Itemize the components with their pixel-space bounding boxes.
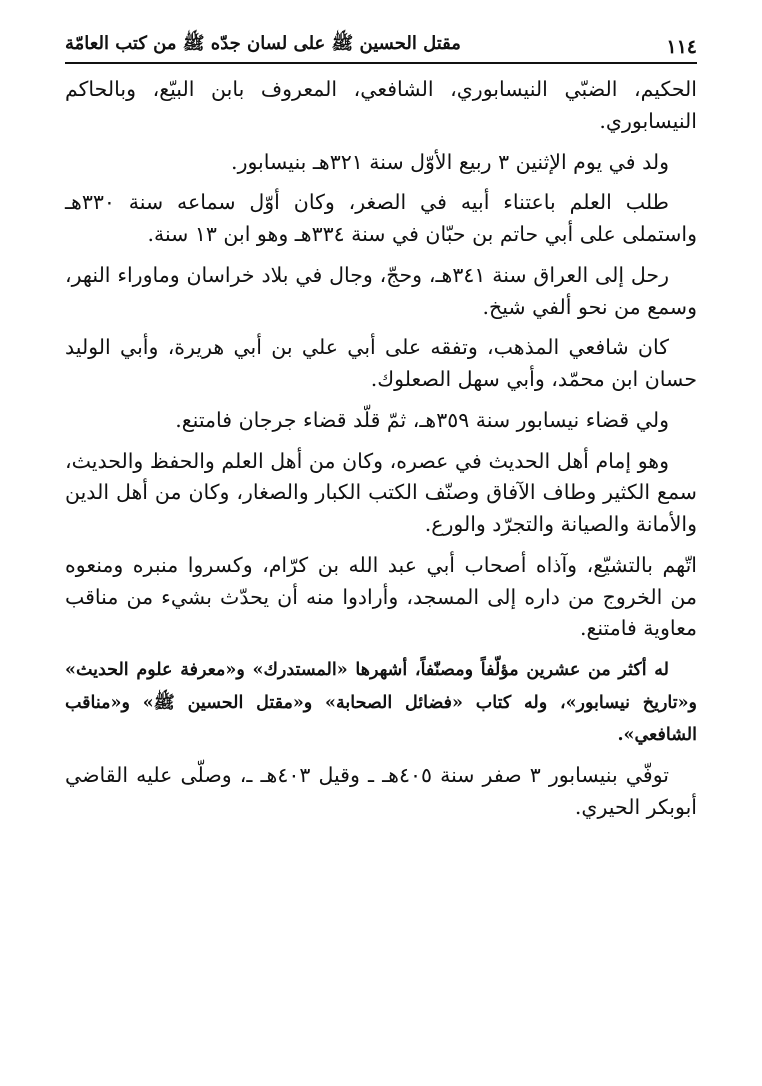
paragraph-name-continuation: الحكيم، الضبّي النيسابوري، الشافعي، المعروف بابن البيّع، وبالحاكم النيسابوري.: [65, 77, 697, 133]
paragraph-education: طلب العلم باعتناء أبيه في الصغر، وكان أوّل سماعه سنة ٣٣٠هـ واستملى على أبي حاتم بن حبّان في سنة ٣٣٤هـ وهو ابن ١٣ سنة.: [65, 190, 697, 247]
paragraph-birth: ولد في يوم الإثنين ٣ ربيع الأوّل سنة ٣٢١هـ بنيسابور.: [231, 149, 669, 174]
paragraph-status: وهو إمام أهل الحديث في عصره، وكان من أهل العلم والحفظ والحديث، سمع الكثير وطاف الآفاق وصنّف الكتب الكبار والصغار، وكان من أهل الدين والأمانة والصيانة والتجرّد والورع.: [65, 448, 697, 537]
paragraph-works: له أكثر من عشرين مؤلّفاً ومصنّفاً، أشهرها «المستدرك» و«معرفة علوم الحديث» و«تاريخ نيسابور»، وله كتاب «فضائل الصحابة» و«مقتل الحسين ﷺ» و«مناقب الشافعي».: [65, 660, 697, 745]
paragraph-death: توفّي بنيسابور ٣ صفر سنة ٤٠٥هـ ـ وقيل ٤٠٣هـ ـ، وصلّى عليه القاضي أبوبكر الحيري.: [65, 763, 697, 820]
paragraph-madhhab: كان شافعي المذهب، وتفقه على أبي علي بن أبي هريرة، وأبي الوليد حسان ابن محمّد، وأبي سهل الصعلوك.: [65, 335, 697, 392]
body-text: [65, 74, 697, 833]
paragraph-judgeship: ولي قضاء نيسابور سنة ٣٥٩هـ، ثمّ قلّد قضاء جرجان فامتنع.: [175, 407, 669, 432]
page-header: [65, 30, 697, 64]
running-title: مقتل الحسين ﷺ على لسان جدّه ﷺ من كتب العامّة: [65, 33, 461, 54]
page-number: ١١٤: [666, 36, 697, 58]
paragraph-travels: رحل إلى العراق سنة ٣٤١هـ، وحجّ، وجال في بلاد خراسان وماوراء النهر، وسمع من نحو ألفي شيخ.: [65, 262, 697, 319]
paragraph-accusation: اتّهم بالتشيّع، وآذاه أصحاب أبي عبد الله بن كرّام، وكسروا منبره ومنعوه من الخروج من داره إلى المسجد، وأرادوا منه أن يحدّث بشيء من مناقب معاوية فامتنع.: [65, 552, 697, 641]
